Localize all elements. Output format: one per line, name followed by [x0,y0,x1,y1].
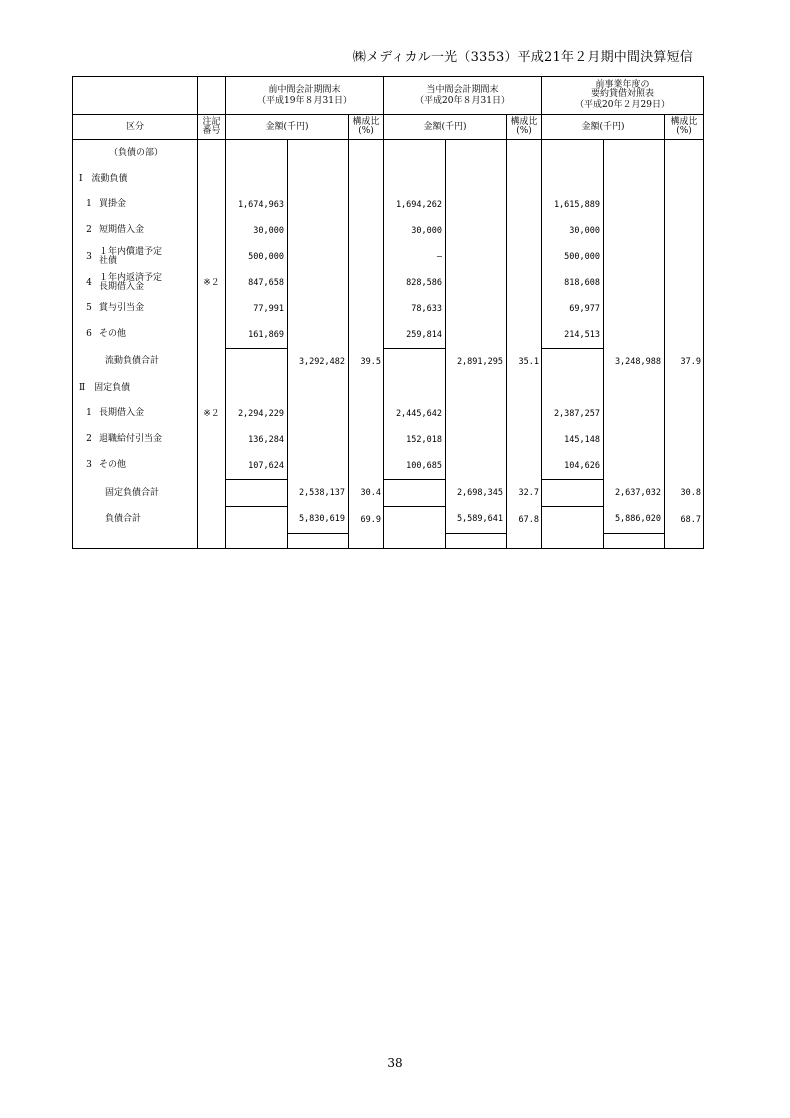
amount-subtotal [446,401,507,427]
period-title: 前事業年度の 要約貸借対照表 [590,79,654,100]
composition-ratio: 68.7 [665,507,704,534]
composition-ratio: 37.9 [665,349,704,376]
amount-detail: 136,284 [226,427,288,453]
amount-subtotal [288,192,349,218]
note-cell [198,296,226,322]
row-label-cell [73,192,198,218]
spacer-cell [507,533,542,548]
amount-detail [384,480,446,507]
amount-detail: 152,018 [384,427,446,453]
column-header-ratio: 構成比 (%) [665,115,704,140]
item-number: 1 [86,199,92,210]
period-date: （平成20年８月31日） [415,95,510,106]
amount-subtotal [604,453,665,480]
item-number: 5 [86,303,92,314]
amount-subtotal [288,166,349,192]
amount-detail: 30,000 [384,218,446,244]
composition-ratio [665,453,704,480]
table-row [73,453,704,480]
amount-detail: 145,148 [542,427,604,453]
note-cell [198,427,226,453]
item-number: 1 [86,408,92,419]
spacer-cell [226,533,288,548]
row-label: 長期借入金 [99,407,145,418]
row-label-cell [73,427,198,453]
double-underline-cell [604,533,665,548]
amount-subtotal [604,192,665,218]
amount-detail: 500,000 [226,244,288,270]
row-label-cell [73,322,198,349]
amount-detail: 1,694,262 [384,192,446,218]
spacer-cell [384,533,446,548]
period-date: （平成20年２月29日） [575,99,670,110]
note-cell [198,507,226,534]
amount-detail [542,140,604,167]
row-label-cell [73,296,198,322]
amount-subtotal: 2,891,295 [446,349,507,376]
composition-ratio [507,192,542,218]
composition-ratio [507,427,542,453]
amount-subtotal [446,270,507,296]
composition-ratio [507,453,542,480]
composition-ratio [349,192,384,218]
composition-ratio: 69.9 [349,507,384,534]
composition-ratio [349,453,384,480]
row-label-cell [73,507,198,534]
amount-subtotal: 5,886,020 [604,507,665,534]
amount-subtotal [446,296,507,322]
amount-subtotal [288,453,349,480]
amount-subtotal [288,401,349,427]
amount-detail: 2,294,229 [226,401,288,427]
note-cell [198,480,226,507]
amount-detail [226,349,288,376]
note-cell [198,322,226,349]
amount-subtotal: 2,538,137 [288,480,349,507]
amount-detail: 828,586 [384,270,446,296]
amount-subtotal [288,375,349,401]
row-label-cell [73,270,198,296]
table-row [73,218,704,244]
amount-subtotal [604,322,665,349]
table-row [73,375,704,401]
composition-ratio [507,244,542,270]
composition-ratio [349,296,384,322]
table-row-spacer [73,533,704,548]
composition-ratio [349,401,384,427]
item-number: 4 [86,277,92,288]
amount-subtotal [288,244,349,270]
column-header-amount: 金額(千円) [226,115,349,140]
period-title: 前中間会計期間末 [268,84,341,95]
amount-subtotal [604,296,665,322]
amount-detail: 104,626 [542,453,604,480]
note-cell [198,192,226,218]
note-cell [198,375,226,401]
amount-detail: 214,513 [542,322,604,349]
composition-ratio [507,401,542,427]
row-label: １年内償還予定 社債 [99,246,163,266]
note-cell [198,218,226,244]
composition-ratio [665,322,704,349]
amount-detail: 847,658 [226,270,288,296]
composition-ratio: 30.4 [349,480,384,507]
row-label-cell [73,349,198,376]
row-label: 短期借入金 [99,224,145,235]
composition-ratio [665,140,704,167]
table-row [73,507,704,534]
composition-ratio [349,322,384,349]
double-underline-cell [288,533,349,548]
amount-detail [384,166,446,192]
amount-detail: 818,608 [542,270,604,296]
composition-ratio [507,140,542,167]
table-row [73,349,704,376]
header-blank-note [198,77,226,115]
composition-ratio [507,322,542,349]
item-number: 2 [86,225,92,236]
amount-subtotal [288,140,349,167]
row-label: Ⅱ 固定負債 [79,382,131,393]
amount-subtotal [604,427,665,453]
composition-ratio [665,375,704,401]
amount-detail [226,375,288,401]
composition-ratio [507,375,542,401]
note-cell [198,349,226,376]
composition-ratio [349,270,384,296]
row-label: 賞与引当金 [99,302,145,313]
amount-detail [226,507,288,534]
amount-detail: 107,624 [226,453,288,480]
table-row [73,140,704,167]
row-label: （負債の部） [109,147,164,158]
amount-subtotal: 5,589,641 [446,507,507,534]
amount-subtotal [446,166,507,192]
composition-ratio [665,244,704,270]
amount-subtotal [604,218,665,244]
table-row [73,270,704,296]
amount-detail: 30,000 [542,218,604,244]
row-label: 買掛金 [99,198,127,209]
note-cell [198,453,226,480]
note-cell: ※２ [198,270,226,296]
column-header-amount: 金額(千円) [542,115,665,140]
amount-detail [226,480,288,507]
amount-detail [542,375,604,401]
row-label: Ⅰ 流動負債 [79,173,128,184]
amount-detail: 69,977 [542,296,604,322]
composition-ratio [665,192,704,218]
page-number: 38 [387,1056,403,1070]
composition-ratio [507,166,542,192]
composition-ratio [349,375,384,401]
row-label: その他 [99,460,127,471]
amount-subtotal [288,270,349,296]
table-row [73,296,704,322]
composition-ratio [507,218,542,244]
column-header-ratio: 構成比 (%) [349,115,384,140]
amount-detail: 30,000 [226,218,288,244]
column-header-ratio: 構成比 (%) [507,115,542,140]
amount-detail [542,166,604,192]
composition-ratio [507,270,542,296]
amount-detail: 78,633 [384,296,446,322]
spacer-cell [73,533,198,548]
amount-subtotal [604,401,665,427]
note-cell [198,244,226,270]
amount-detail: 2,387,257 [542,401,604,427]
amount-detail [226,166,288,192]
row-label: 負債合計 [105,514,142,525]
row-label-cell [73,480,198,507]
amount-detail: 1,674,963 [226,192,288,218]
header-blank [73,77,198,115]
amount-detail [384,507,446,534]
amount-subtotal: 3,292,482 [288,349,349,376]
row-label: 流動負債合計 [105,356,160,367]
amount-subtotal [604,140,665,167]
amount-subtotal [446,322,507,349]
composition-ratio: 39.5 [349,349,384,376]
composition-ratio [349,244,384,270]
amount-subtotal: 3,248,988 [604,349,665,376]
column-header-amount: 金額(千円) [384,115,507,140]
composition-ratio [665,218,704,244]
row-label: １年内返済予定 長期借入金 [99,272,163,292]
amount-subtotal [446,427,507,453]
row-label: その他 [99,329,127,340]
row-label-cell [73,401,198,427]
note-cell [198,140,226,167]
period-title: 当中間会計期間末 [426,84,499,95]
composition-ratio [665,296,704,322]
amount-subtotal: 2,637,032 [604,480,665,507]
composition-ratio [507,296,542,322]
amount-subtotal [288,427,349,453]
double-underline-cell [446,533,507,548]
composition-ratio: 32.7 [507,480,542,507]
amount-detail: 1,615,889 [542,192,604,218]
amount-subtotal [288,296,349,322]
amount-subtotal [446,244,507,270]
amount-detail [542,480,604,507]
amount-subtotal [288,322,349,349]
amount-detail: 77,991 [226,296,288,322]
amount-subtotal [446,218,507,244]
composition-ratio [665,270,704,296]
item-number: 2 [86,434,92,445]
amount-detail: 161,869 [226,322,288,349]
period-header-current-interim [384,77,542,115]
composition-ratio [665,166,704,192]
composition-ratio [349,140,384,167]
amount-detail [542,507,604,534]
spacer-cell [198,533,226,548]
amount-detail [542,349,604,376]
amount-detail [384,375,446,401]
amount-subtotal [604,244,665,270]
amount-subtotal [288,218,349,244]
amount-subtotal [446,192,507,218]
amount-subtotal [446,375,507,401]
row-label-cell [73,218,198,244]
row-label-cell [73,140,198,167]
amount-detail: 259,814 [384,322,446,349]
row-label-cell [73,244,198,270]
amount-detail [384,349,446,376]
table-row [73,192,704,218]
amount-subtotal: 2,698,345 [446,480,507,507]
amount-detail [226,140,288,167]
composition-ratio [665,401,704,427]
amount-subtotal: 5,830,619 [288,507,349,534]
composition-ratio: 30.8 [665,480,704,507]
item-number: 6 [86,329,92,340]
amount-detail [384,140,446,167]
amount-detail: 2,445,642 [384,401,446,427]
composition-ratio [349,218,384,244]
table-row [73,322,704,349]
amount-detail: 100,685 [384,453,446,480]
note-cell: ※２ [198,401,226,427]
table-row [73,401,704,427]
amount-subtotal [604,270,665,296]
document-header: ㈱メディカル一光（3353）平成21年２月期中間決算短信 [352,50,693,65]
table-row [73,244,704,270]
table-row [73,166,704,192]
composition-ratio: 67.8 [507,507,542,534]
row-label-cell [73,375,198,401]
balance-sheet-liabilities-table [72,76,704,549]
period-date: （平成19年８月31日） [257,95,352,106]
spacer-cell [542,533,604,548]
amount-subtotal [604,375,665,401]
row-label-cell [73,453,198,480]
composition-ratio [349,427,384,453]
table-row [73,427,704,453]
composition-ratio [349,166,384,192]
table-row [73,480,704,507]
amount-detail: 500,000 [542,244,604,270]
amount-subtotal [604,166,665,192]
composition-ratio: 35.1 [507,349,542,376]
amount-detail: — [384,244,446,270]
item-number: 3 [86,251,92,262]
item-number: 3 [86,460,92,471]
row-label: 固定負債合計 [105,487,160,498]
composition-ratio [665,427,704,453]
column-header-note: 注記 番号 [198,115,226,140]
column-header-category: 区分 [73,115,198,140]
spacer-cell [349,533,384,548]
period-header-prev-interim [226,77,384,115]
amount-subtotal [446,140,507,167]
spacer-cell [665,533,704,548]
amount-subtotal [446,453,507,480]
note-cell [198,166,226,192]
period-header-prev-fiscal-year [542,77,704,115]
row-label: 退職給付引当金 [99,433,163,444]
row-label-cell [73,166,198,192]
